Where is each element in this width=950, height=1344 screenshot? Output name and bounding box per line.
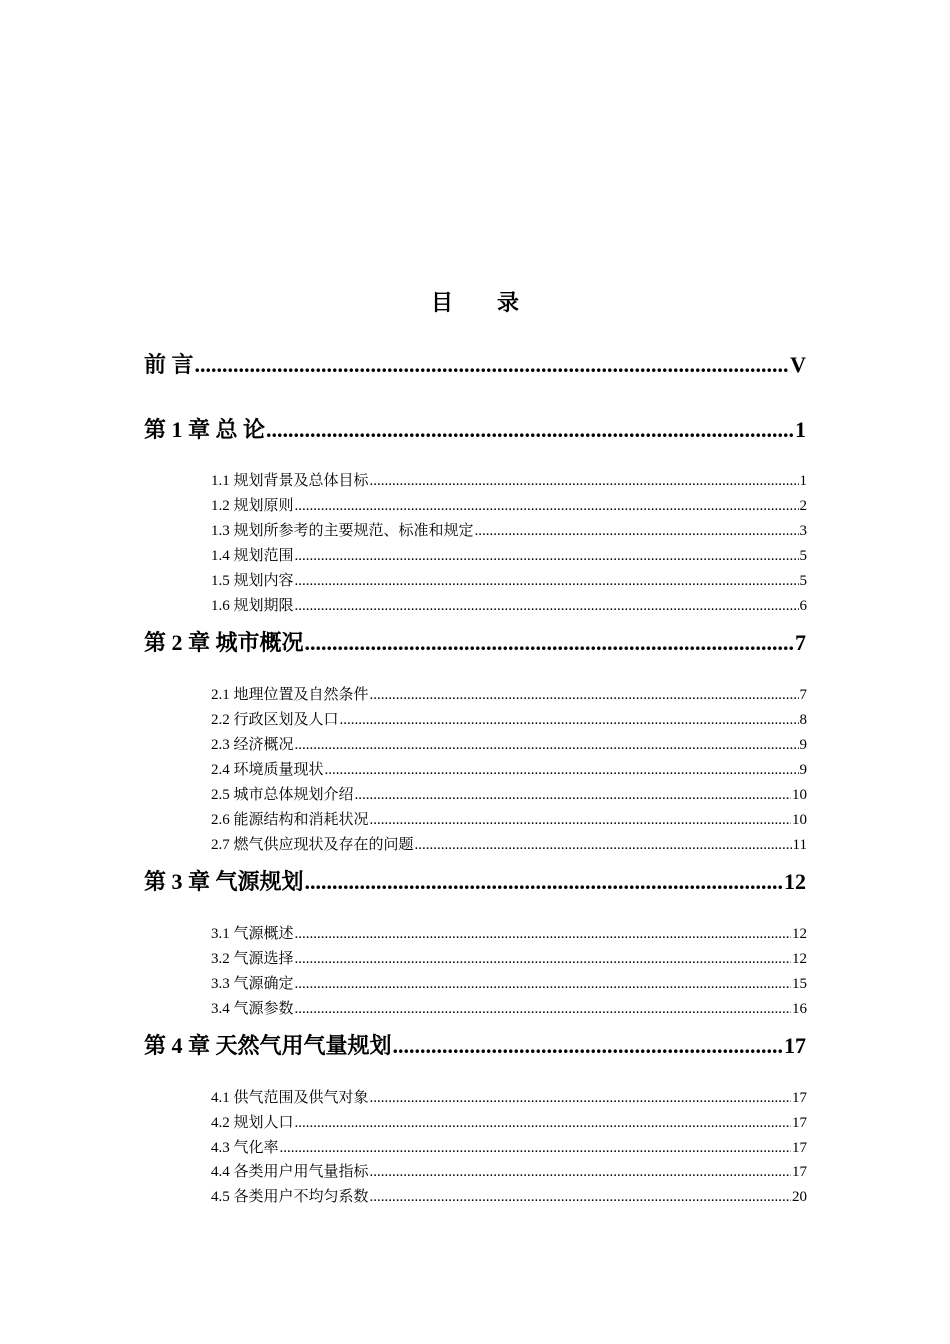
dot-leader xyxy=(370,1189,791,1205)
dot-leader xyxy=(295,573,799,589)
toc-entry[interactable] xyxy=(144,865,806,895)
toc-entry[interactable] xyxy=(211,494,807,514)
toc-entry-label: 3.3 气源确定 xyxy=(211,976,294,992)
toc-entry[interactable] xyxy=(144,348,806,378)
toc-entry[interactable] xyxy=(211,469,807,489)
toc-entry[interactable] xyxy=(211,683,807,703)
dot-leader xyxy=(295,548,799,564)
toc-entry-label: 第 4 章 天然气用气量规划 xyxy=(144,1033,392,1058)
dot-leader xyxy=(295,926,791,942)
toc-entry-label: 3.2 气源选择 xyxy=(211,951,294,967)
toc-entry-page: 20 xyxy=(792,1189,807,1205)
toc-entry[interactable] xyxy=(211,1160,807,1180)
toc-entry-label: 第 2 章 城市概况 xyxy=(144,630,304,655)
toc-entry[interactable] xyxy=(211,569,807,589)
toc-entry-page: 17 xyxy=(784,1033,806,1058)
toc-entry-page: 8 xyxy=(799,712,807,728)
toc-entry-label: 2.3 经济概况 xyxy=(211,737,294,753)
toc-entry[interactable] xyxy=(211,519,807,539)
toc-entry-page: 6 xyxy=(799,598,807,614)
toc-entry[interactable] xyxy=(211,1185,807,1205)
toc-entry-page: 12 xyxy=(792,951,807,967)
toc-entry[interactable] xyxy=(211,783,807,803)
toc-entry-label: 1.4 规划范围 xyxy=(211,548,294,564)
toc-entry-page: 17 xyxy=(792,1140,807,1156)
dot-leader xyxy=(393,1033,783,1059)
toc-entry-label: 4.5 各类用户不均匀系数 xyxy=(211,1189,369,1205)
toc-entry[interactable] xyxy=(211,1136,807,1156)
toc-entry[interactable] xyxy=(211,733,807,753)
toc-entry-page: 16 xyxy=(792,1001,807,1017)
toc-entry-page: 9 xyxy=(799,762,807,778)
dot-leader xyxy=(415,837,792,853)
toc-entry[interactable] xyxy=(211,544,807,564)
toc-entry-label: 前 言 xyxy=(144,352,194,377)
toc-entry-label: 2.4 环境质量现状 xyxy=(211,762,324,778)
toc-entry-label: 2.2 行政区划及人口 xyxy=(211,712,339,728)
dot-leader xyxy=(295,1115,791,1131)
toc-entry-page: 5 xyxy=(799,573,807,589)
toc-entry-label: 4.4 各类用户用气量指标 xyxy=(211,1164,369,1180)
dot-leader xyxy=(370,473,799,489)
dot-leader xyxy=(340,712,799,728)
toc-entry-page: 5 xyxy=(799,548,807,564)
toc-entry[interactable] xyxy=(144,1029,806,1059)
toc-entry-label: 3.4 气源参数 xyxy=(211,1001,294,1017)
dot-leader xyxy=(325,762,799,778)
toc-entry-page: 1 xyxy=(795,417,806,442)
toc-entry-page: 12 xyxy=(792,926,807,942)
toc-entry[interactable] xyxy=(211,997,807,1017)
toc-entry-label: 4.1 供气范围及供气对象 xyxy=(211,1090,369,1106)
toc-entry-label: 1.1 规划背景及总体目标 xyxy=(211,473,369,489)
toc-entry-page: 7 xyxy=(795,630,806,655)
toc-entry-label: 2.5 城市总体规划介绍 xyxy=(211,787,354,803)
toc-entry[interactable] xyxy=(211,972,807,992)
dot-leader xyxy=(295,1001,791,1017)
toc-entry[interactable] xyxy=(211,758,807,778)
toc-entry-page: 2 xyxy=(799,498,807,514)
toc-entry[interactable] xyxy=(211,922,807,942)
toc-entry[interactable] xyxy=(144,626,806,656)
toc-entry[interactable] xyxy=(211,833,807,853)
dot-leader xyxy=(295,976,791,992)
toc-entry-page: 9 xyxy=(799,737,807,753)
toc-entry-page: 10 xyxy=(792,787,807,803)
toc-title: 目 录 xyxy=(430,290,519,315)
dot-leader xyxy=(370,812,791,828)
dot-leader xyxy=(370,1164,791,1180)
toc-entry[interactable] xyxy=(211,594,807,614)
toc-entry-page: 11 xyxy=(792,837,807,853)
dot-leader xyxy=(295,598,799,614)
toc-entry[interactable] xyxy=(144,413,806,443)
toc-entry-label: 第 3 章 气源规划 xyxy=(144,869,304,894)
toc-entry-label: 2.1 地理位置及自然条件 xyxy=(211,687,369,703)
toc-entry-page: V xyxy=(790,352,806,377)
dot-leader xyxy=(295,498,799,514)
dot-leader xyxy=(305,869,783,895)
toc-entry-label: 1.2 规划原则 xyxy=(211,498,294,514)
dot-leader xyxy=(370,687,799,703)
toc-entry-page: 3 xyxy=(799,523,807,539)
dot-leader xyxy=(295,737,799,753)
toc-entry-label: 2.7 燃气供应现状及存在的问题 xyxy=(211,837,414,853)
dot-leader xyxy=(355,787,791,803)
toc-entry-label: 1.6 规划期限 xyxy=(211,598,294,614)
toc-entry-page: 1 xyxy=(799,473,807,489)
toc-entry[interactable] xyxy=(211,1111,807,1131)
dot-leader xyxy=(266,417,794,443)
dot-leader xyxy=(370,1090,791,1106)
dot-leader xyxy=(280,1140,791,1156)
toc-entry-page: 17 xyxy=(792,1164,807,1180)
dot-leader xyxy=(475,523,799,539)
dot-leader xyxy=(195,352,790,378)
toc-entry[interactable] xyxy=(211,1086,807,1106)
toc-entry-page: 7 xyxy=(799,687,807,703)
toc-entry[interactable] xyxy=(211,947,807,967)
toc-entry[interactable] xyxy=(211,808,807,828)
toc-entry-label: 2.6 能源结构和消耗状况 xyxy=(211,812,369,828)
dot-leader xyxy=(295,951,791,967)
toc-entry-page: 17 xyxy=(792,1115,807,1131)
toc-entry-label: 1.5 规划内容 xyxy=(211,573,294,589)
toc-entry-page: 15 xyxy=(792,976,807,992)
dot-leader xyxy=(305,630,794,656)
toc-entry-label: 1.3 规划所参考的主要规范、标准和规定 xyxy=(211,523,474,539)
toc-entry-page: 17 xyxy=(792,1090,807,1106)
toc-entry-label: 4.2 规划人口 xyxy=(211,1115,294,1131)
toc-entry[interactable] xyxy=(211,708,807,728)
toc-entry-label: 第 1 章 总 论 xyxy=(144,417,266,442)
toc-entry-page: 10 xyxy=(792,812,807,828)
toc-entry-label: 4.3 气化率 xyxy=(211,1140,279,1156)
toc-entry-label: 3.1 气源概述 xyxy=(211,926,294,942)
toc-entry-page: 12 xyxy=(784,869,806,894)
